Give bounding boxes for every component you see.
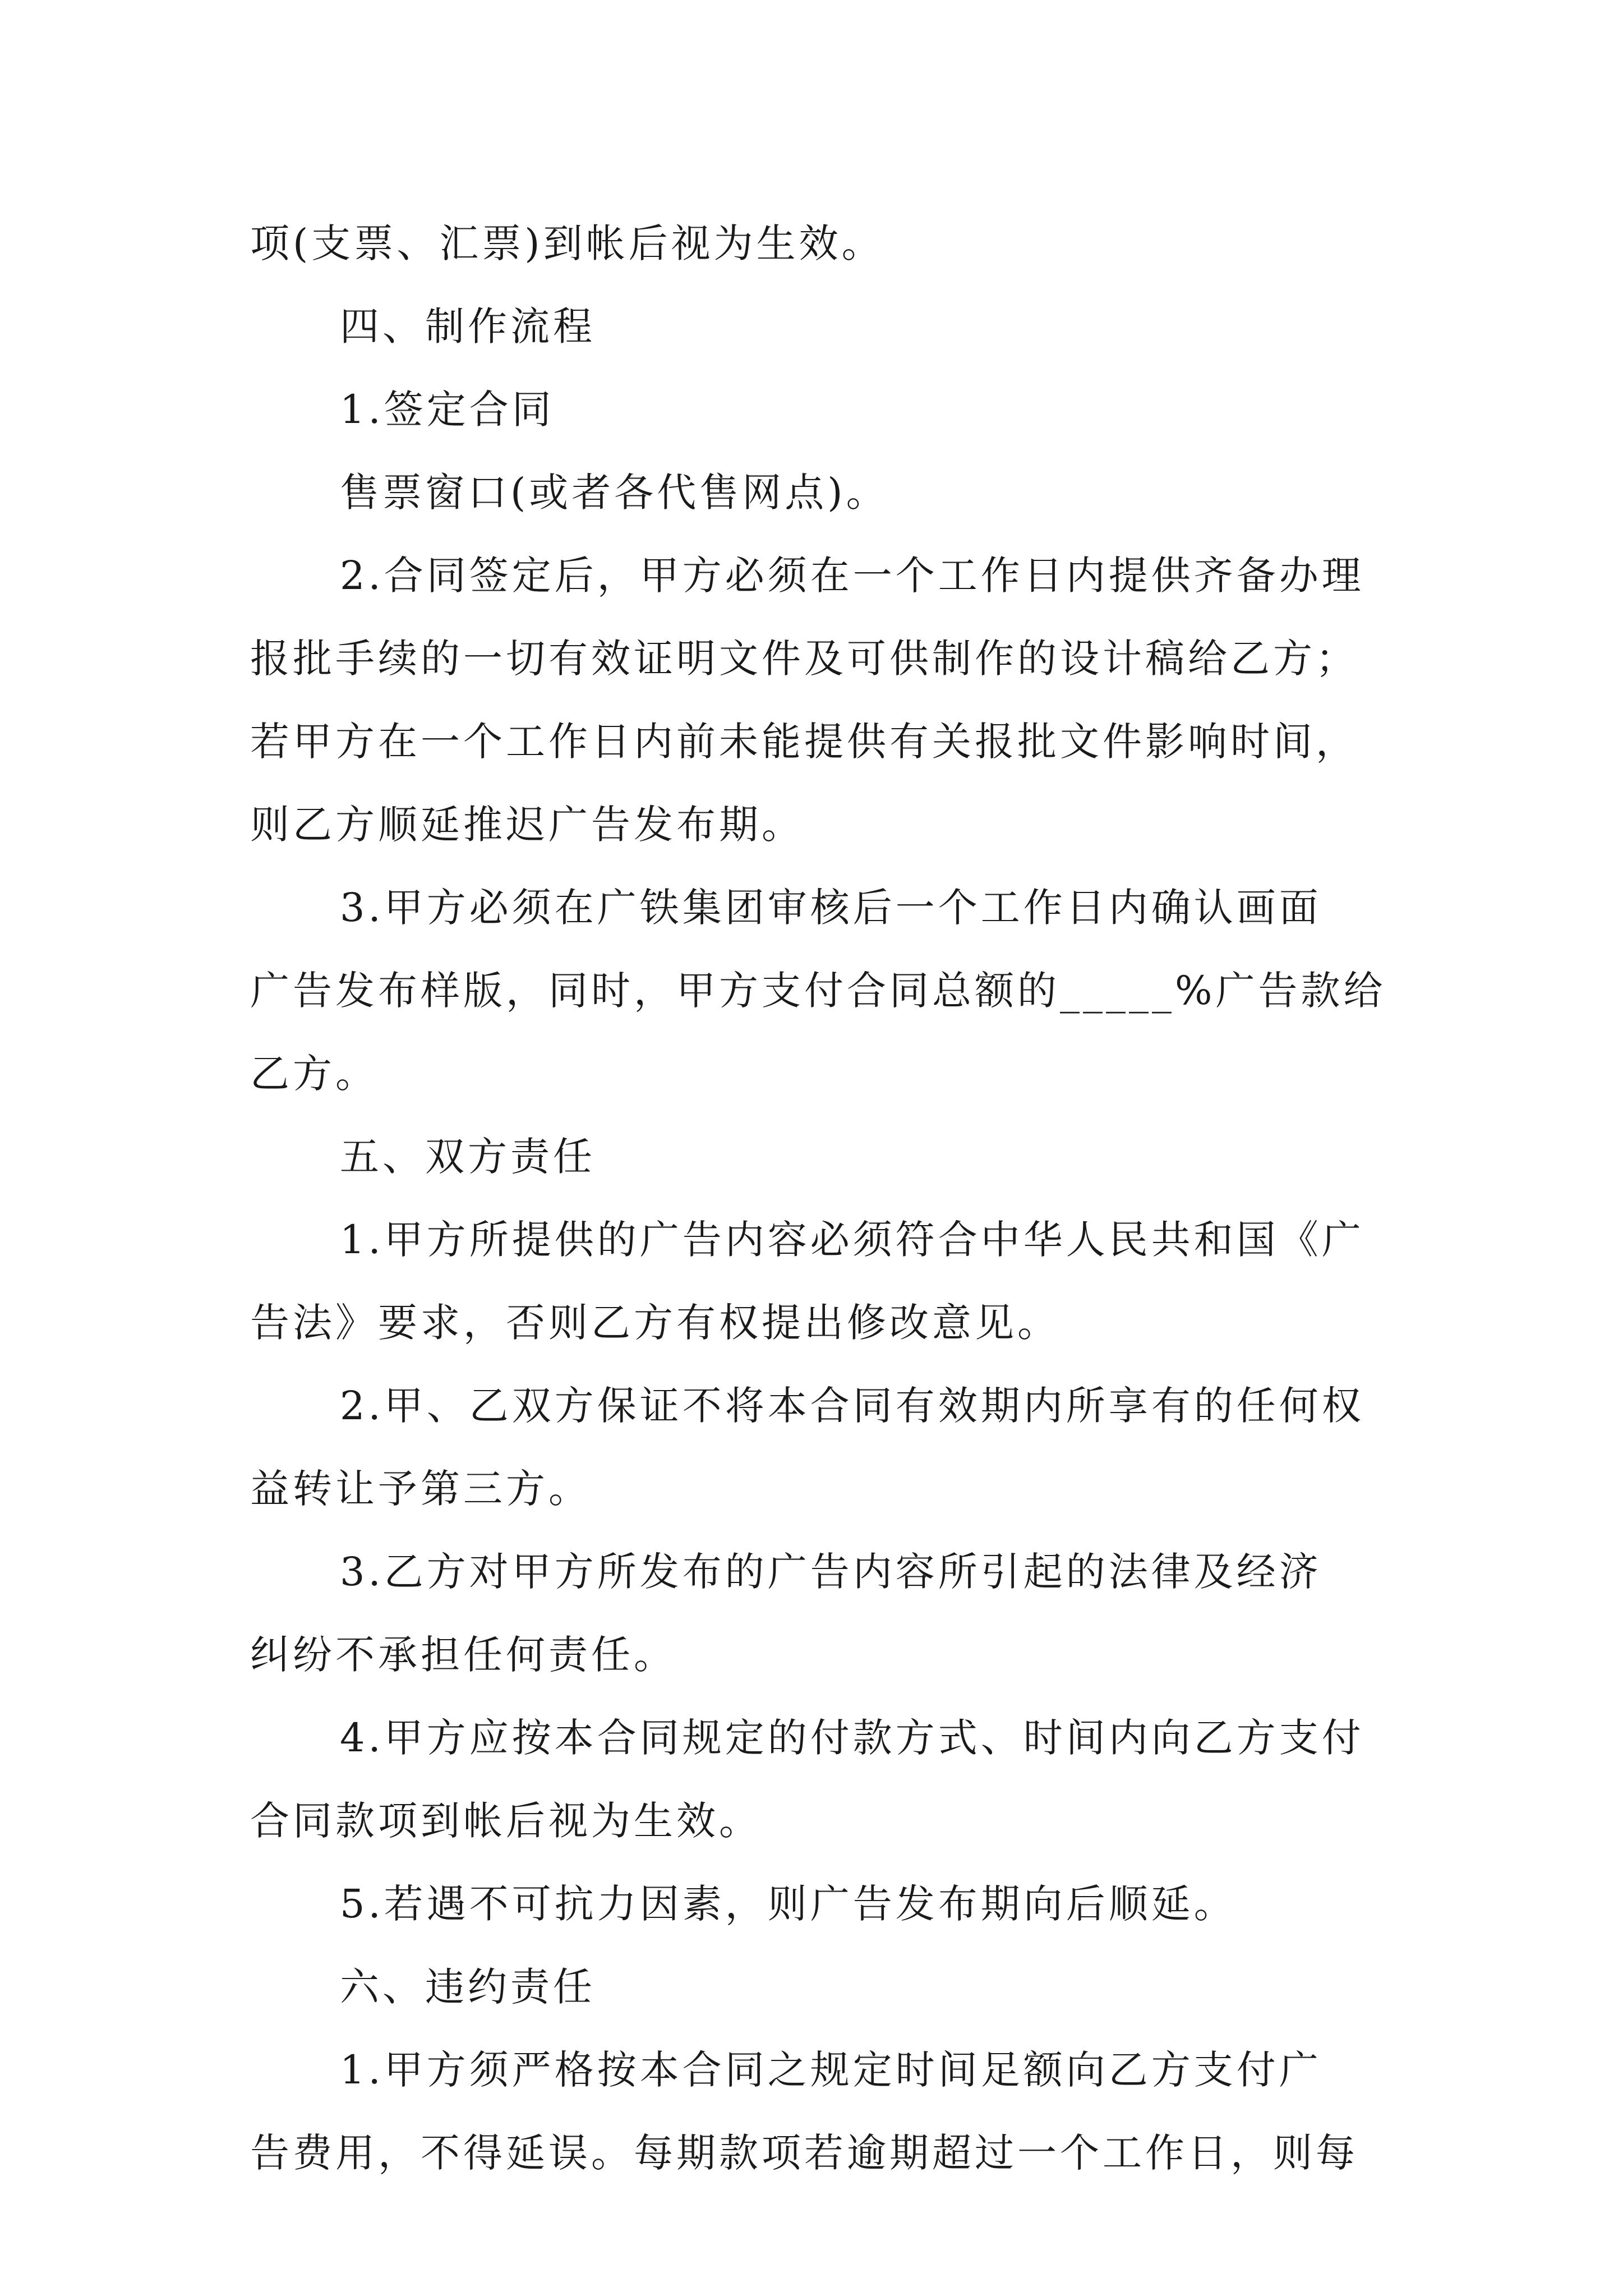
- text-line-3: 1.签定合同: [340, 386, 555, 432]
- text-line-8: 则乙方顺延推迟广告发布期。: [250, 802, 804, 848]
- text-line-16: 益转让予第三方。: [250, 1466, 591, 1512]
- text-line-11: 乙方。: [250, 1051, 378, 1097]
- text-line-19: 4.甲方应按本合同规定的付款方式、时间内向乙方支付: [340, 1715, 1364, 1761]
- text-line-14: 告法》要求，否则乙方有权提出修改意见。: [250, 1300, 1060, 1346]
- section-heading-responsibilities: 五、双方责任: [340, 1134, 596, 1180]
- text-line-18: 纠纷不承担任何责任。: [250, 1632, 676, 1678]
- text-line-10: 广告发布样版，同时，甲方支付合同总额的_____%广告款给: [250, 968, 1386, 1014]
- text-line-23: 1.甲方须严格按本合同之规定时间足额向乙方支付广: [340, 2047, 1322, 2093]
- text-line-7: 若甲方在一个工作日内前未能提供有关报批文件影响时间，: [250, 719, 1358, 765]
- text-line-21: 5.若遇不可抗力因素，则广告发布期向后顺延。: [340, 1881, 1237, 1927]
- text-line-17: 3.乙方对甲方所发布的广告内容所引起的法律及经济: [340, 1549, 1322, 1595]
- contract-text-body: [250, 202, 1386, 2194]
- text-line-1: 项(支票、汇票)到帐后视为生效。: [250, 220, 884, 266]
- text-line-6: 报批手续的一切有效证明文件及可供制作的设计稿给乙方；: [250, 636, 1358, 682]
- text-line-5: 2.合同签定后，甲方必须在一个工作日内提供齐备办理: [340, 553, 1364, 599]
- section-heading-production-process: 四、制作流程: [340, 303, 596, 349]
- text-line-9: 3.甲方必须在广铁集团审核后一个工作日内确认画面: [340, 885, 1322, 931]
- text-line-13: 1.甲方所提供的广告内容必须符合中华人民共和国《广: [340, 1217, 1364, 1263]
- text-line-4: 售票窗口(或者各代售网点)。: [340, 470, 889, 516]
- text-line-24: 告费用，不得延误。每期款项若逾期超过一个工作日，则每: [250, 2130, 1358, 2176]
- text-line-15: 2.甲、乙双方保证不将本合同有效期内所享有的任何权: [340, 1383, 1364, 1429]
- text-line-20: 合同款项到帐后视为生效。: [250, 1798, 762, 1844]
- section-heading-breach-liability: 六、违约责任: [340, 1964, 596, 2010]
